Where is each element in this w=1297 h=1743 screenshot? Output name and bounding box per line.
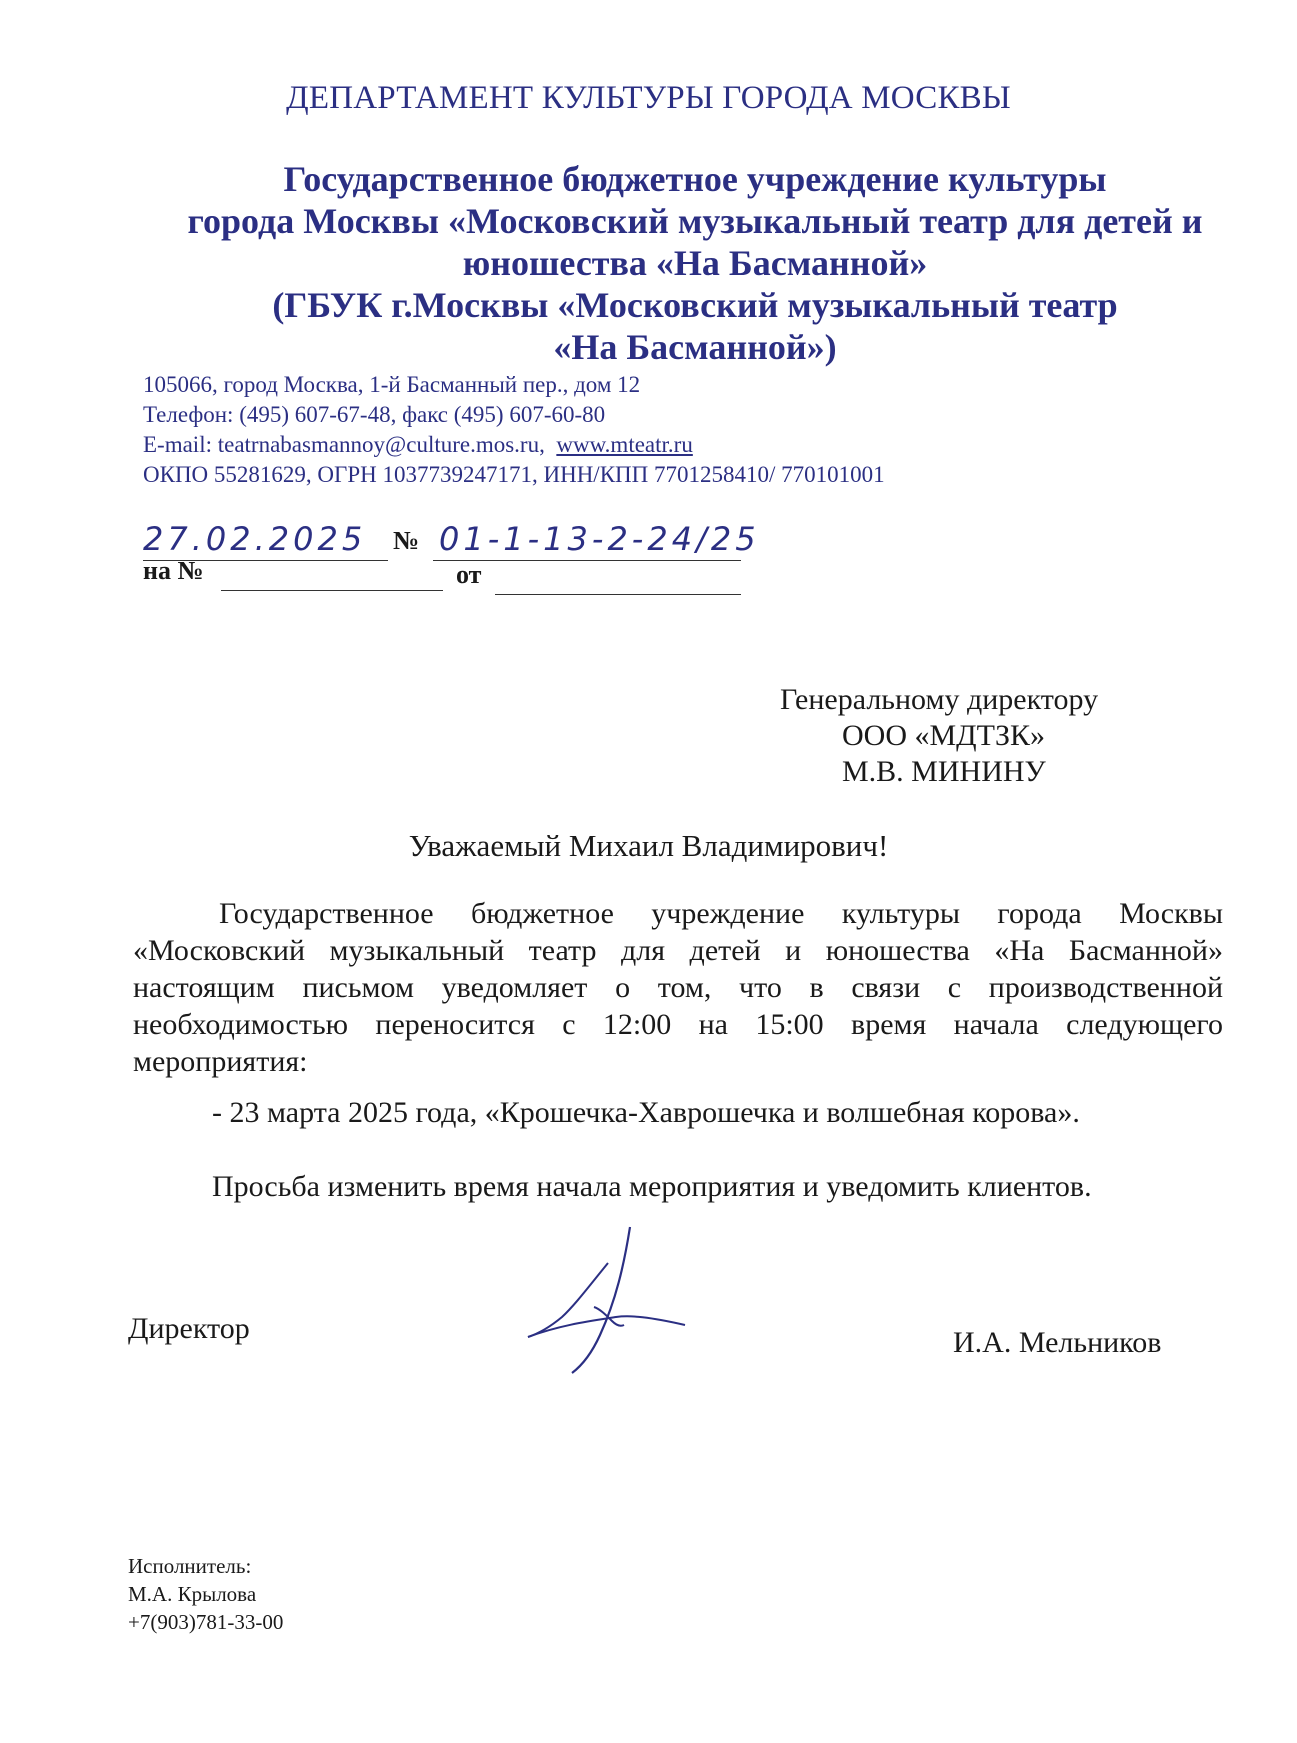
recipient-line: Генеральному директору — [780, 683, 1099, 716]
registration-block — [143, 520, 763, 610]
executor-block — [128, 1552, 283, 1636]
event-item: - 23 марта 2025 года, «Крошечка-Хаврошечка и волшебная корова». — [212, 1096, 1080, 1129]
request-paragraph: Просьба изменить время начала мероприятия и уведомить клиентов. — [212, 1170, 1092, 1203]
organization-name-line: (ГБУК г.Москвы «Московский музыкальный театр — [272, 285, 1118, 325]
handwritten-date: 27.02.2025 — [143, 520, 367, 558]
recipient-block — [760, 682, 1098, 790]
recipient-line: М.В. МИНИНУ — [842, 755, 1046, 788]
reply-number-underline — [221, 590, 443, 591]
executor-name: М.А. Крылова — [128, 1582, 257, 1606]
organization-name-line: города Москвы «Московский музыкальный театр для детей и — [187, 201, 1203, 241]
organization-name — [140, 158, 1250, 368]
handwritten-number: 01-1-13-2-24/25 — [439, 520, 760, 558]
address-line: 105066, город Москва, 1-й Басманный пер., дом 12 — [143, 372, 641, 397]
organization-name-line: «На Басманной») — [553, 327, 837, 367]
executor-label: Исполнитель: — [128, 1554, 252, 1578]
signatory-name: И.А. Мельников — [953, 1326, 1162, 1359]
requisites-line: ОКПО 55281629, ОГРН 1037739247171, ИНН/КПП 7701258410/ 770101001 — [143, 462, 885, 487]
phone-line: Телефон: (495) 607-67-48, факс (495) 607-60-80 — [143, 402, 606, 427]
number-label: № — [393, 526, 420, 555]
signature-image — [520, 1225, 690, 1375]
executor-phone: +7(903)781-33-00 — [128, 1610, 284, 1634]
department-header: ДЕПАРТАМЕНТ КУЛЬТУРЫ ГОРОДА МОСКВЫ — [286, 80, 1011, 116]
reply-number-label: на № — [143, 556, 204, 585]
email-text: E-mail: teatrnabasmannoy@culture.mos.ru, — [143, 432, 545, 457]
signatory-position: Директор — [128, 1312, 250, 1345]
contact-block — [143, 370, 885, 490]
reply-from-label: от — [456, 560, 482, 589]
organization-name-line: юношества «На Басманной» — [462, 243, 928, 283]
letter-body — [133, 895, 1223, 1080]
reply-from-underline — [495, 594, 741, 595]
website-link[interactable]: www.mteatr.ru — [556, 432, 693, 457]
email-line — [143, 430, 885, 460]
organization-name-line: Государственное бюджетное учреждение культуры — [283, 159, 1107, 199]
body-paragraph: Государственное бюджетное учреждение культуры города Москвы «Московский музыкальный театр для детей и юношества «На Басманной» настоящим письмом уведомляет о том, что в связи с производственной необходимостью переносится с 12:00 на 15:00 время начала следующего мероприятия: — [133, 897, 1223, 1078]
salutation: Уважаемый Михаил Владимирович! — [408, 828, 889, 863]
recipient-line: ООО «МДТЗК» — [842, 719, 1045, 752]
